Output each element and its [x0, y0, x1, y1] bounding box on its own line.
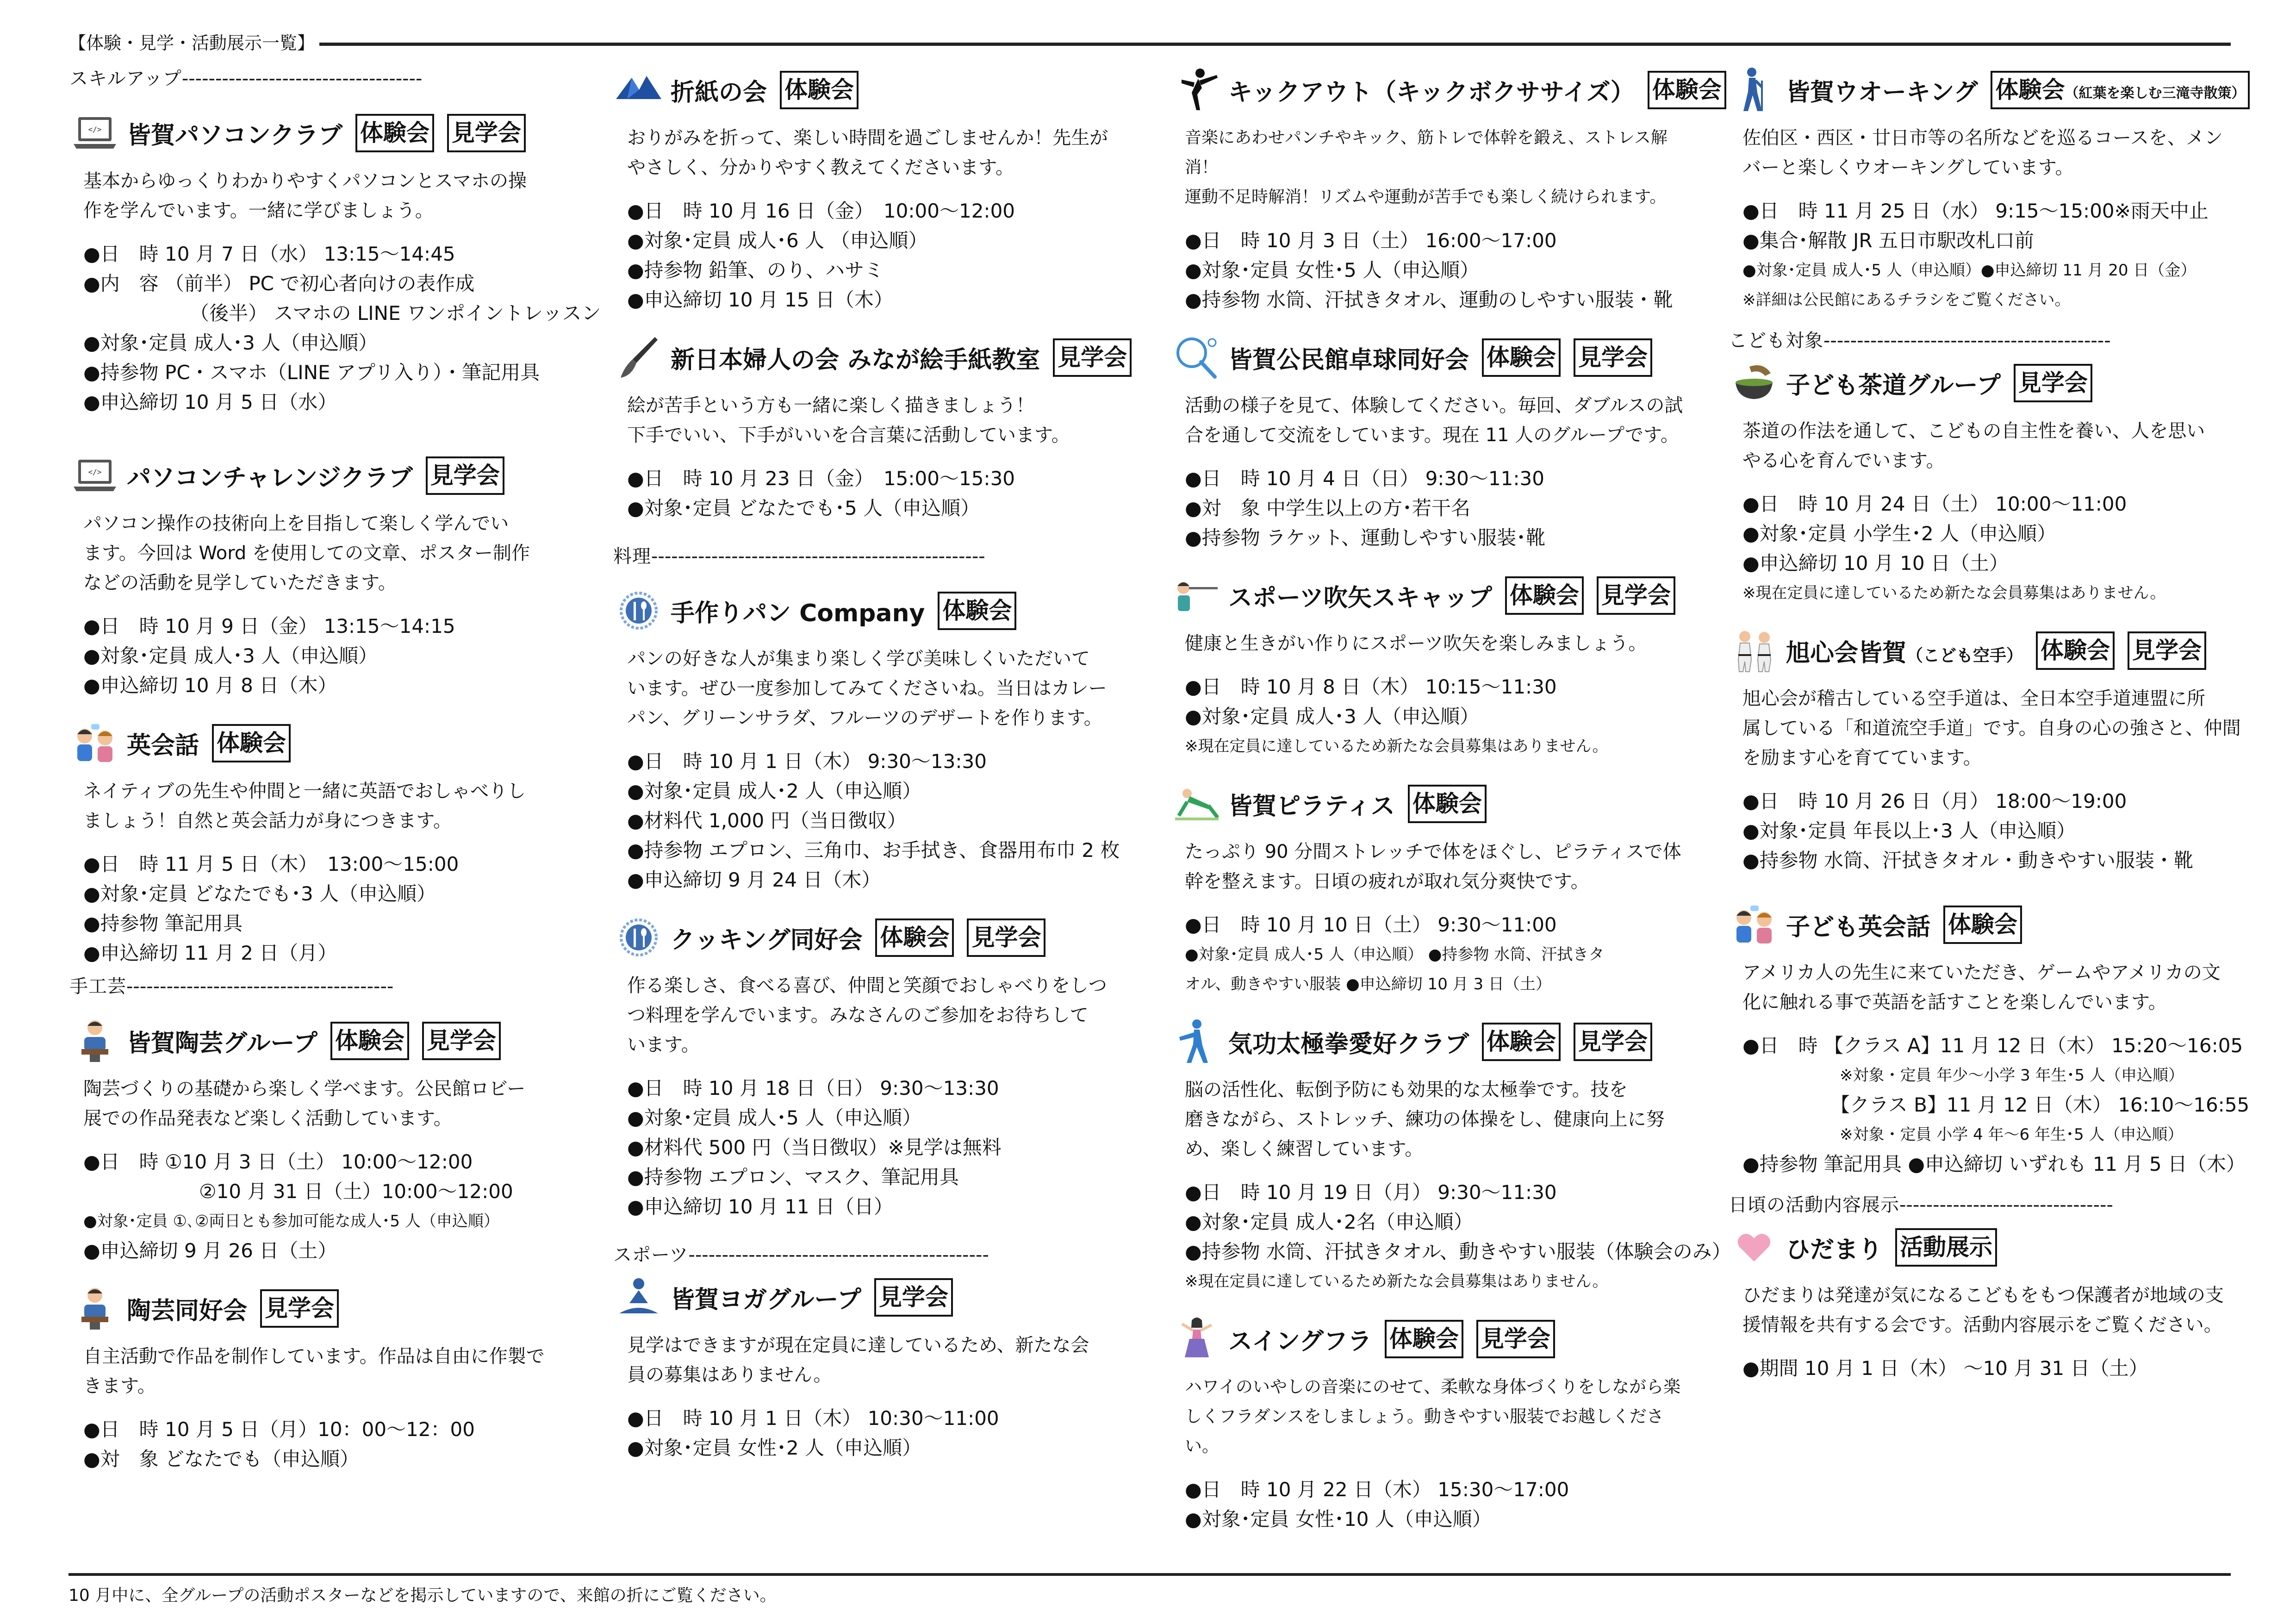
- kengaku-badge: 見学会: [1053, 338, 1132, 377]
- people-talking-icon: [1729, 901, 1780, 948]
- kengaku-badge: 見学会: [1597, 576, 1675, 615]
- potter-icon: [69, 1285, 120, 1331]
- club-description: 脳の活性化、転倒予防にも効果的な太極拳です。技を 磨きながら、ストレッチ、練功の体操をし、健康向上に努 め、楽しく練習しています。: [1185, 1079, 1665, 1160]
- club-tougeidou: [69, 1278, 546, 1474]
- club-info: ●日 時 11 月 5 日（木） 13:00～15:00 ●対象･定員 どなたでも･3 人（申込順） ●持参物 筆記用具 ●申込締切 11 月 2 日（月）: [83, 853, 459, 964]
- kengaku-badge: 見学会: [426, 456, 504, 495]
- taiken-badge: 体験会: [2036, 631, 2115, 670]
- club-description: 陶芸づくりの基礎から楽しく学べます。公民館ロビー 展での作品発表など楽しく活動しています。: [83, 1078, 526, 1129]
- taiken-badge: 体験会: [212, 724, 291, 762]
- karate-kids-icon: [1729, 627, 1780, 674]
- fork-spoon-icon: [613, 914, 664, 961]
- club-name: パソコンチャレンジクラブ: [127, 464, 413, 492]
- club-takkyu: [1171, 327, 1689, 553]
- taiken-badge: 体験会: [1408, 785, 1487, 823]
- club-description: パンの好きな人が集まり楽しく学び美味しくいただいて います。ぜひ一度参加してみてくださいね。当日はカレー パン、グリーンサラダ、フルーツのデザートを作ります。: [627, 648, 1107, 729]
- kengaku-badge: 見学会: [2014, 364, 2092, 402]
- paintbrush-icon: [613, 334, 664, 381]
- club-description: ハワイのいやしの音楽にのせて、柔軟な身体づくりをしながら楽 しくフラダンスをしましょう。動きやすい服装でお越しください。: [1185, 1377, 1681, 1456]
- hula-dancer-icon: [1171, 1316, 1222, 1362]
- club-description: 作る楽しさ、食べる喜び、仲間と笑顔でおしゃべりをしつ つ料理を学んでいます。みなさんのご参加をお待ちして います。: [627, 975, 1107, 1056]
- club-description: ひだまりは発達が気になるこどもをもつ保護者が地域の支 援情報を共有する会です。活動内容展示をご覧ください。: [1742, 1285, 2224, 1336]
- taiken-badge: 体験会: [1482, 1023, 1561, 1061]
- kengaku-badge: 見学会: [1476, 1320, 1555, 1358]
- club-description: 自主活動で作品を制作しています。作品は自由に作製で きます。: [83, 1346, 545, 1397]
- club-info: ●期間 10 月 1 日（木） ～10 月 31 日（土）: [1742, 1357, 2148, 1380]
- club-name: 皆賀ヨガグループ: [671, 1286, 861, 1314]
- kengaku-badge: 見学会: [1574, 338, 1652, 377]
- yoga-pose-icon: [613, 1274, 664, 1320]
- taiken-badge: 体験会: [875, 918, 954, 957]
- club-pan: [613, 580, 1132, 895]
- club-info: ●日 時 10 月 16 日（金） 10:00～12:00 ●対象･定員 成人･6 人 （申込順） ●持参物 鉛筆、のり、ハサミ ●申込締切 10 月 15 日（木）: [627, 200, 1015, 311]
- kengaku-badge: 見学会: [447, 114, 526, 152]
- club-info: ●日 時 10 月 26 日（月） 18:00～19:00 ●対象･定員 年長以上･3 人（申込順） ●持参物 水筒、汗拭きタオル・動きやすい服装・靴: [1742, 790, 2193, 872]
- club-fukiya: [1171, 565, 1689, 761]
- fork-spoon-icon: [613, 587, 664, 634]
- club-info: ●日 時 10 月 8 日（木） 10:15～11:30 ●対象･定員 成人･3 人（申込順） ※現在定員に達しているため新たな会員募集はありません。: [1185, 675, 1608, 756]
- club-description: おりがみを折って、楽しい時間を過ごしませんか！先生が やさしく、分かりやすく教えてくださいます。: [627, 127, 1108, 178]
- people-talking-icon: [69, 720, 120, 766]
- club-description: パソコン操作の技術向上を目指して楽しく学んでい ます。今回は Word を使用しての文章、ポスター制作 などの活動を見学していただきます。: [83, 513, 530, 593]
- walker-icon: [1729, 67, 1780, 113]
- club-description: 見学はできますが現在定員に達しているため、新たな会 員の募集はありません。: [627, 1335, 1089, 1386]
- club-kodomoeikaiwa: [1729, 894, 2261, 1179]
- club-name: クッキング同好会: [671, 926, 863, 954]
- category-skill: スキルアップ------------------------------------: [69, 68, 423, 89]
- category-sports: スポーツ---------------------------------------------: [613, 1244, 989, 1266]
- kengaku-badge: 見学会: [967, 918, 1045, 957]
- category-craft: 手工芸----------------------------------------: [69, 976, 394, 997]
- club-name: スイングフラ: [1228, 1327, 1372, 1355]
- club-name: 子ども茶道グループ: [1786, 371, 2001, 400]
- column-2: [613, 59, 1132, 1463]
- taiken-badge: 体験会: [780, 71, 859, 109]
- club-description: ネイティブの先生や仲間と一緒に英語でおしゃべりし ましょう！自然と英会話力が身につきます。: [83, 781, 526, 831]
- kick-icon: [1171, 67, 1222, 113]
- column-3: [1171, 59, 1731, 1534]
- taiken-badge: 体験会: [1505, 576, 1584, 615]
- club-name: 陶芸同好会: [127, 1297, 248, 1325]
- club-name: 皆賀公民館卓球同好会: [1228, 346, 1469, 374]
- column-1: [69, 59, 601, 1474]
- taiken-badge: 体験会: [1648, 71, 1726, 109]
- club-sado: [1729, 352, 2261, 608]
- club-name: 英会話: [127, 731, 199, 760]
- club-walking: [1729, 59, 2261, 315]
- potter-icon: [69, 1018, 120, 1064]
- svg-text:</>: </>: [88, 125, 102, 134]
- taiken-badge: 体験会: [1482, 338, 1561, 377]
- column-4: [1729, 59, 2261, 1383]
- club-hidamari: [1729, 1217, 2261, 1383]
- tai-chi-icon: [1171, 1018, 1222, 1065]
- club-name: 旭心会皆賀（こども空手）: [1786, 639, 2023, 667]
- club-name: 皆賀ピラティス: [1228, 792, 1395, 820]
- club-info: ●日 時 10 月 22 日（木） 15:30～17:00 ●対象･定員 女性･10 人（申込順）: [1185, 1478, 1569, 1530]
- tea-bowl-icon: [1729, 360, 1780, 406]
- club-info: ●日 時 ①10 月 3 日（土） 10:00～12:00 ②10 月 31 日（土）10:00～12:00 ●対象･定員 ①､②両日とも参加可能な成人･5 人（申込順） ●申込締切 9 月 26 日（土）: [83, 1150, 513, 1262]
- page-title: 【体験・見学・活動展示一覧】: [68, 33, 315, 53]
- taiken-badge: 体験会: [1943, 906, 2022, 944]
- club-description: たっぷり 90 分間ストレッチで体をほぐし、ピラティスで体 幹を整えます。日頃の疲れが取れ気分爽快です。: [1185, 841, 1681, 892]
- table-tennis-icon: [1171, 334, 1222, 381]
- club-origami: [613, 59, 1132, 315]
- club-name: キックアウト（キックボクササイズ）: [1228, 78, 1635, 106]
- club-info: ●日 時 10 月 18 日（日） 9:30～13:30 ●対象･定員 成人･5 人（申込順） ●材料代 500 円（当日徴収）※見学は無料 ●持参物 エプロン、マスク、筆記用具 ●申込締切 10 月 11 日（日）: [627, 1077, 1002, 1218]
- club-tougei: [69, 1010, 546, 1266]
- club-karate: [1729, 620, 2261, 875]
- club-info: ●日 時 10 月 9 日（金） 13:15～14:15 ●対象･定員 成人･3 人（申込順） ●申込締切 10 月 8 日（木）: [83, 615, 455, 697]
- club-description: 絵が苦手という方も一緒に楽しく描きましょう！ 下手でいい、下手がいいを合言葉に活動しています。: [627, 395, 1070, 446]
- taiken-badge: 体験会: [938, 592, 1016, 630]
- club-info: ●日 時 10 月 10 日（土） 9:30～11:00 ●対象･定員 成人･5 人（申込順） ●持参物 水筒、汗拭きタ オル、動きやすい服装 ●申込締切 10 月 3 日（土）: [1185, 913, 1605, 993]
- club-description: 茶道の作法を通して、こどもの自主性を養い、人を思い やる心を育んでいます。: [1742, 420, 2205, 471]
- taiken-badge: 体験会: [1385, 1320, 1463, 1358]
- club-pcchallenge: [69, 445, 546, 700]
- club-name: ひだまり: [1786, 1236, 1883, 1264]
- club-info: ●日 時 10 月 23 日（金） 15:00～15:30 ●対象･定員 どなたでも･5 人（申込順）: [627, 467, 1015, 519]
- club-info: ●日 時 10 月 1 日（木） 9:30～13:30 ●対象･定員 成人･2 人（申込順） ●材料代 1,000 円（当日徴収） ●持参物 エプロン、三角巾、お手拭き、食器用布巾 2 枚 ●申込締切 9 月 24 日（木）: [627, 750, 1120, 891]
- taiken-badge: 体験会（紅葉を楽しむ三滝寺散策）: [1991, 71, 2250, 109]
- club-name: 手作りパン Company: [671, 599, 925, 627]
- club-kickout: [1171, 59, 1722, 315]
- club-description: アメリカ人の先生に来ていただき、ゲームやアメリカの文 化に触れる事で英語を話すことを楽しんでいます。: [1742, 962, 2221, 1013]
- club-name: スポーツ吹矢スキャップ: [1228, 584, 1492, 612]
- club-hula: [1171, 1308, 1689, 1534]
- club-pc: [69, 102, 601, 417]
- taiken-badge: 体験会: [330, 1022, 409, 1060]
- club-info: ●日 時 10 月 3 日（土） 16:00～17:00 ●対象･定員 女性･5 人（申込順） ●持参物 水筒、汗拭きタオル、運動のしやすい服装・靴: [1185, 229, 1673, 311]
- club-info: ●日 時 10 月 4 日（日） 9:30～11:30 ●対 象 中学生以上の方･若干名 ●持参物 ラケット、運動しやすい服装･靴: [1185, 467, 1546, 549]
- club-name: 皆賀陶芸グループ: [127, 1029, 317, 1057]
- club-info: ●日 時 10 月 5 日（月）10：00～12：00 ●対 象 どなたでも（申込順）: [83, 1418, 475, 1470]
- club-description: 佐伯区・西区・廿日市等の名所などを巡るコースを、メン バーと楽しくウオーキングしています。: [1742, 127, 2223, 178]
- taiken-badge: 体験会: [355, 114, 434, 152]
- svg-text:</>: </>: [88, 468, 102, 476]
- header-rule: [319, 43, 2231, 46]
- club-description: 基本からゆっくりわかりやすくパソコンとスマホの操 作を学んでいます。一緒に学びましょう。: [83, 170, 527, 221]
- club-info: ●日 時 10 月 24 日（土） 10:00～11:00 ●対象･定員 小学生･2 人（申込順） ●申込締切 10 月 10 日（土） ※現在定員に達しているため新たな会員募集はありません。: [1742, 493, 2166, 602]
- category-display: 日頃の活動内容展示--------------------------------: [1729, 1194, 2113, 1216]
- club-description: 健康と生きがい作りにスポーツ吹矢を楽しみましょう。: [1185, 633, 1647, 654]
- footer-note: 10 月中に、全グループの活動ポスターなどを掲示していますので、来館の折にご覧ください。: [68, 1586, 777, 1605]
- club-etegami: [613, 327, 1132, 523]
- club-taikyoku: [1171, 1011, 1731, 1296]
- category-cooking: 料理--------------------------------------------------: [613, 546, 985, 567]
- club-name: 皆賀ウオーキング: [1786, 78, 1978, 106]
- heart-icon: [1729, 1224, 1780, 1270]
- kengaku-badge: 見学会: [2128, 631, 2206, 670]
- kengaku-badge: 見学会: [422, 1022, 501, 1060]
- club-description: 音楽にあわせパンチやキック、筋トレで体幹を鍛え、ストレス解消！ 運動不足時解消！リズムや運動が苦手でも楽しく続けられます。: [1185, 128, 1668, 206]
- club-pilates: [1171, 773, 1689, 999]
- club-info: ●日 時 10 月 19 日（月） 9:30～11:30 ●対象･定員 成人･2名（申込順） ●持参物 水筒、汗拭きタオル、動きやすい服装（体験会のみ） ※現在定員に達しているため新たな会員募集はありません。: [1185, 1181, 1731, 1291]
- kengaku-badge: 見学会: [260, 1289, 339, 1328]
- club-yoga: [613, 1267, 1132, 1463]
- club-info: ●日 時 【クラス A】11 月 12 日（木） 15:20～16:05 ※対象・定員 年少～小学 3 年生･5 人（申込順） 【クラス B】11 月 12 日（木） 16:10～16:55 ※対象・定員 小学 4 年～6 年生･5 人（申込順） ●持参物 筆記用具 ●申込締切 いずれも 11 月 5 日（木）: [1742, 1034, 2250, 1175]
- club-cooking: [613, 907, 1132, 1222]
- club-description: 旭心会が稽古している空手道は、全日本空手道連盟に所 属している「和道流空手道」です。自身の心の強さと、仲間 を励ます心を育てています。: [1742, 688, 2241, 768]
- pilates-pose-icon: [1171, 781, 1222, 827]
- club-name: 折紙の会: [671, 78, 767, 106]
- kengaku-badge: 見学会: [874, 1278, 953, 1317]
- origami-crane-icon: [613, 67, 664, 113]
- tenji-badge: 活動展示: [1895, 1228, 1997, 1267]
- club-info: ●日 時 10 月 1 日（木） 10:30～11:00 ●対象･定員 女性･2 人（申込順）: [627, 1407, 999, 1459]
- kengaku-badge: 見学会: [1574, 1023, 1652, 1061]
- club-name: 子ども英会話: [1786, 913, 1931, 941]
- club-name: 皆賀パソコンクラブ: [127, 121, 342, 150]
- footer-rule: [68, 1573, 2231, 1576]
- club-info: ●日 時 10 月 7 日（水） 13:15～14:45 ●内 容 （前半） PC で初心者向けの表作成 （後半） スマホの LINE ワンポイントレッスン ●対象･定員 成人･3 人（申込順） ●持参物 PC・スマホ（LINE アプリ入り）・筆記用具 ●申込締切 10 月 5 日（水）: [83, 243, 601, 413]
- category-kids: こども対象-------------------------------------------: [1729, 330, 2111, 351]
- club-name: 新日本婦人の会 みなが絵手紙教室: [671, 346, 1040, 374]
- laptop-icon: [69, 110, 120, 156]
- blowgun-icon: [1171, 572, 1222, 618]
- club-eikaiwa: [69, 712, 546, 968]
- club-name: 気功太極拳愛好クラブ: [1228, 1030, 1469, 1058]
- club-description: 活動の様子を見て、体験してください。毎回、ダブルスの試 合を通して交流をしています。現在 11 人のグループです。: [1185, 395, 1683, 446]
- laptop-icon: [69, 452, 120, 499]
- club-info: ●日 時 11 月 25 日（水） 9:15～15:00※雨天中止 ●集合･解散 JR 五日市駅改札口前 ●対象･定員 成人･5 人（申込順）●申込締切 11 月 20 日（金） ※詳細は公民館にあるチラシをご覧ください。: [1742, 200, 2209, 309]
